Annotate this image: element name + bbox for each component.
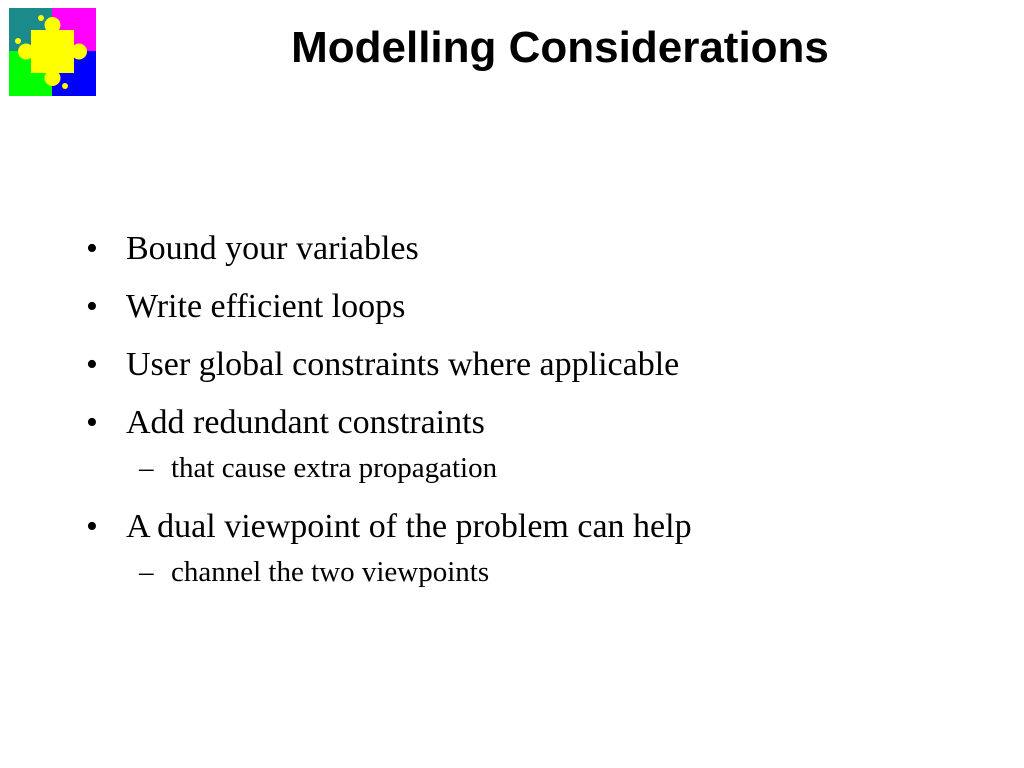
sub-bullet-mark: – <box>139 452 154 484</box>
bullet-text: User global constraints where applicable <box>126 346 680 383</box>
bullet-text: Add redundant constraints <box>126 404 485 441</box>
bullet-item <box>86 286 986 328</box>
sub-bullet-item <box>86 554 986 590</box>
sub-bullet-item <box>86 450 986 486</box>
sub-bullet-mark: – <box>139 556 154 588</box>
bullet-item <box>86 402 986 444</box>
bullet-item <box>86 228 986 270</box>
bullet-mark: • <box>86 288 98 325</box>
bullet-text: Write efficient loops <box>126 288 406 325</box>
bullet-item <box>86 344 986 386</box>
bullet-item <box>86 506 986 548</box>
bullet-list <box>86 228 986 610</box>
sub-bullet-text: that cause extra propagation <box>171 452 498 484</box>
bullet-mark: • <box>86 230 98 267</box>
sub-bullet-text: channel the two viewpoints <box>171 556 490 588</box>
bullet-mark: • <box>86 508 98 545</box>
bullet-text: Bound your variables <box>126 230 419 267</box>
bullet-text: A dual viewpoint of the problem can help <box>126 508 692 545</box>
bullet-mark: • <box>86 346 98 383</box>
jigsaw-puzzle-icon <box>9 8 96 96</box>
page-title: Modelling Considerations <box>291 23 829 72</box>
bullet-mark: • <box>86 404 98 441</box>
